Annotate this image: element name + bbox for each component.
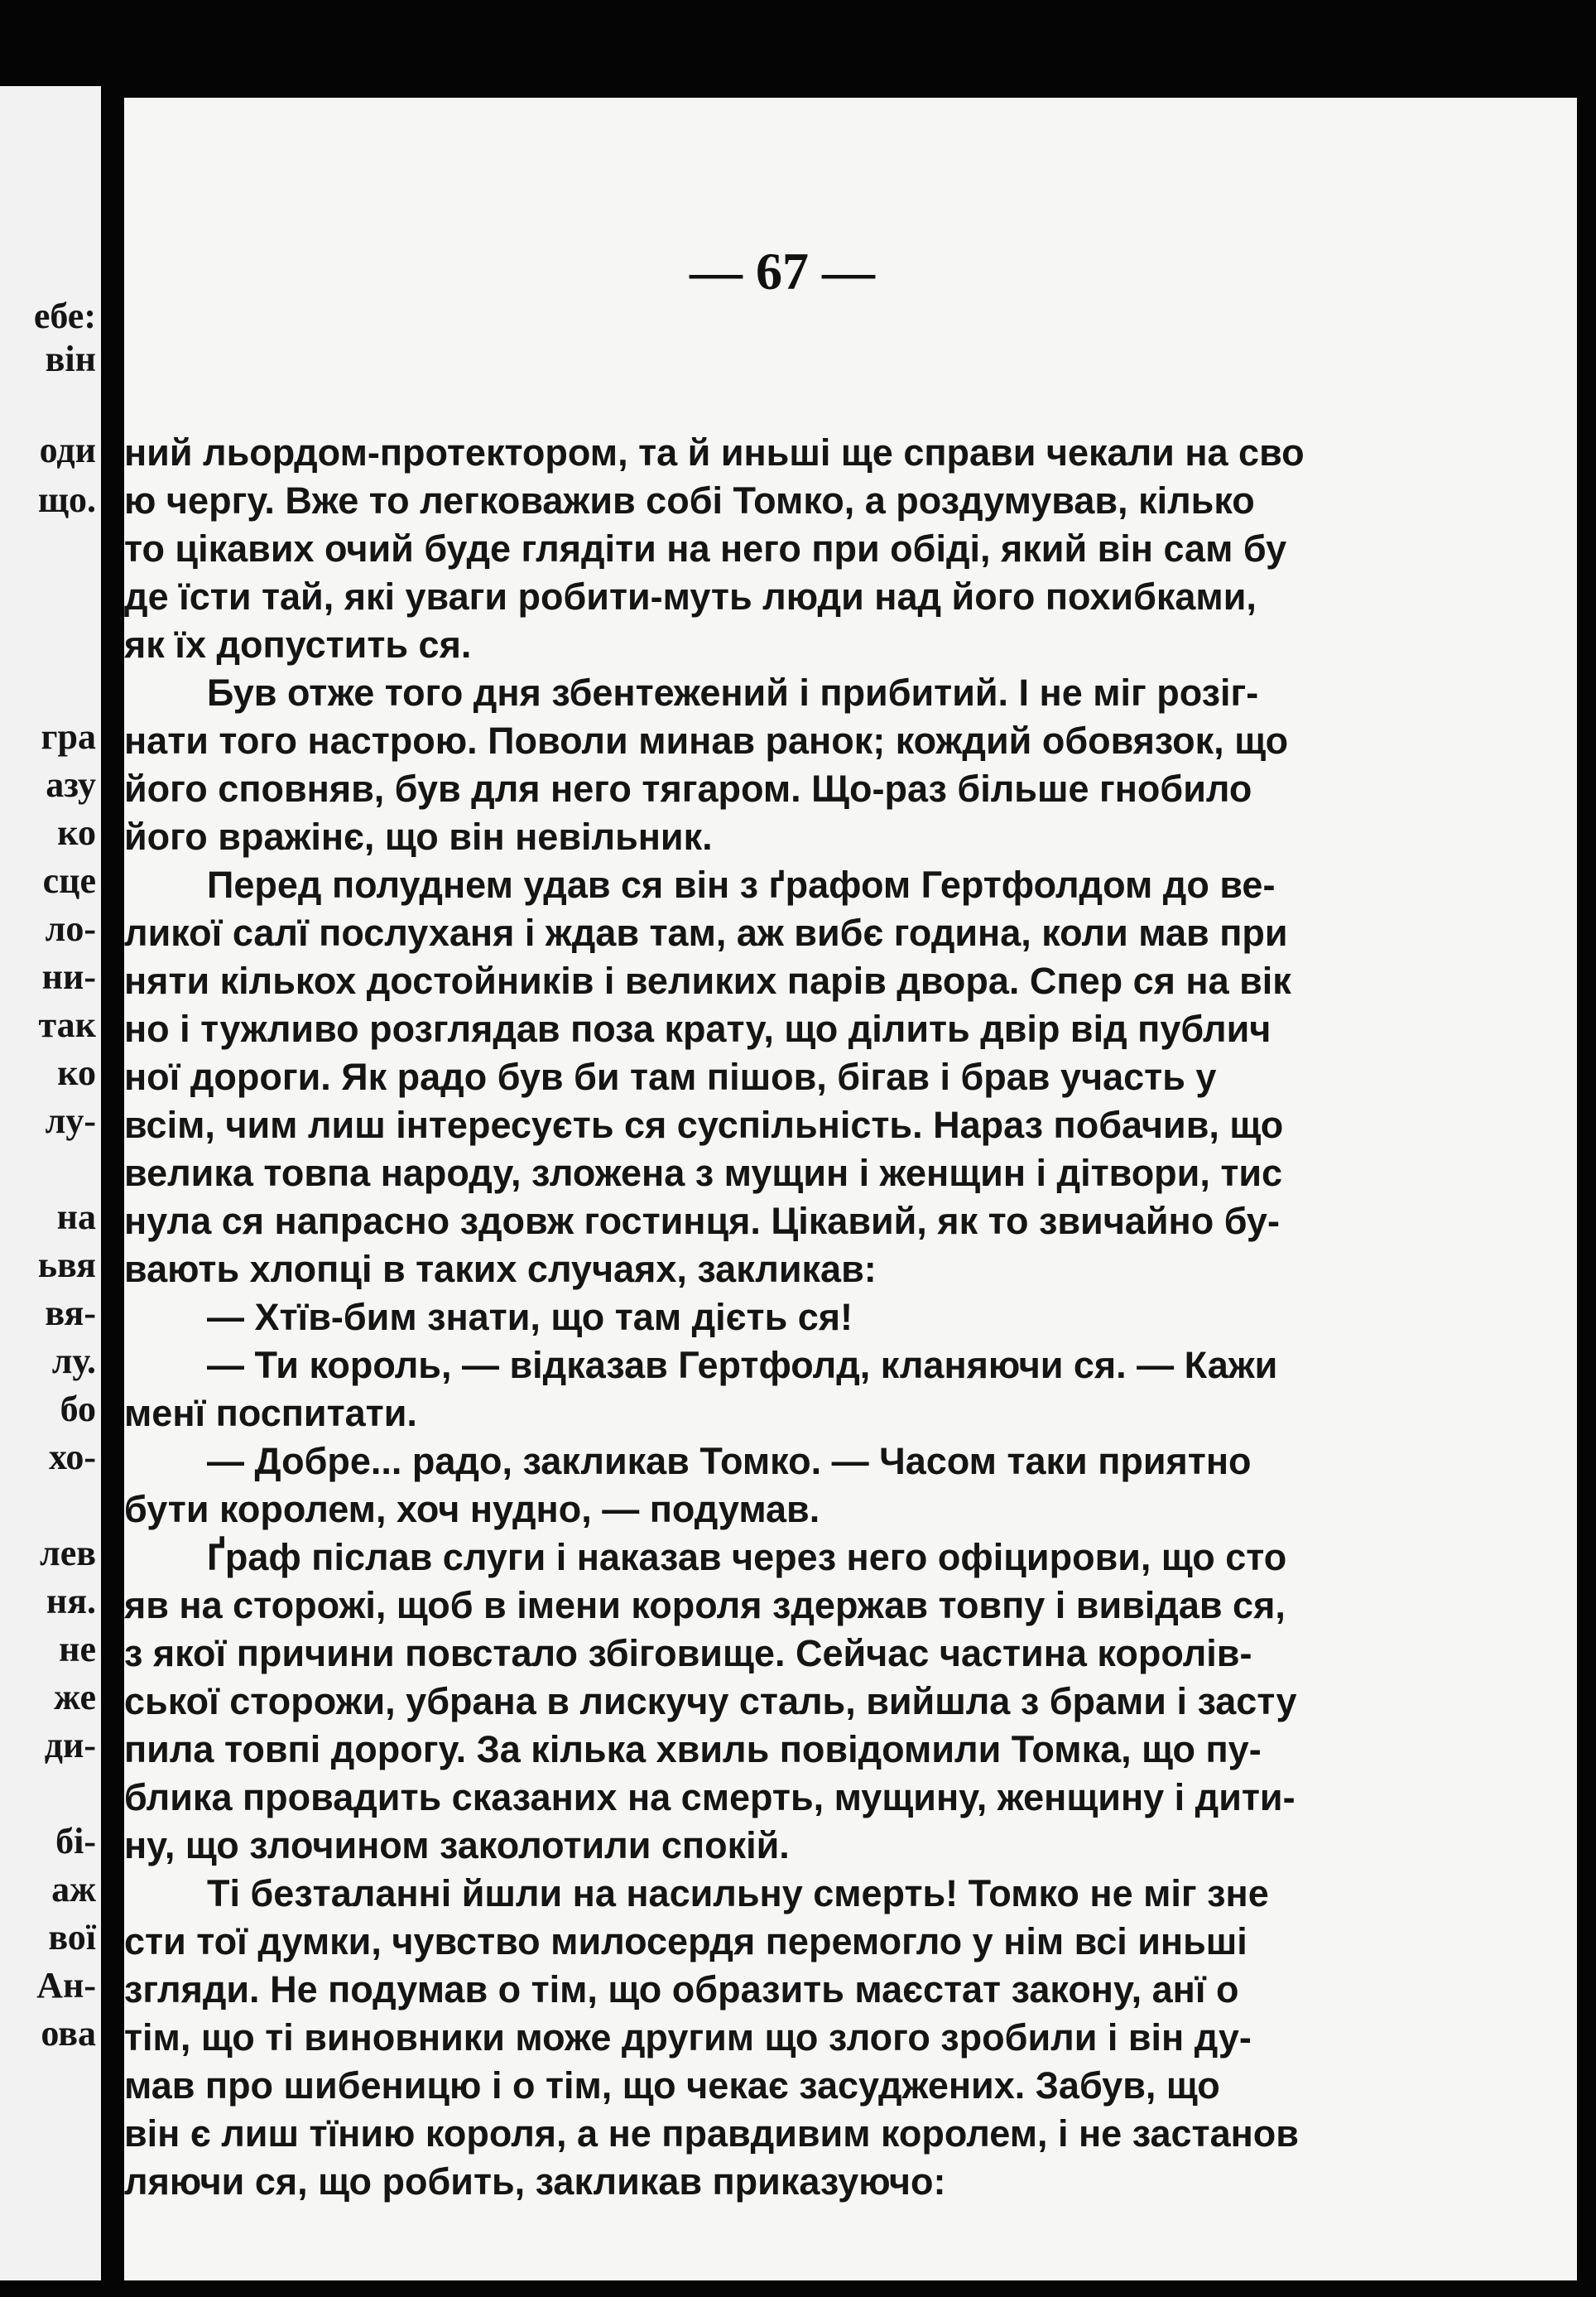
text-line: Перед полуднем удав ся він з ґрафом Гертфолдом до ве- xyxy=(207,864,1276,906)
text-line: — Добре... радо, закликав Томко. — Часом таки приятно xyxy=(207,1440,1252,1482)
left-page-fragment: лу- xyxy=(45,1100,96,1141)
text-line: вають хлопці в таких случаях, закликав: xyxy=(124,1248,877,1290)
left-page-fragment: бо xyxy=(60,1389,96,1429)
left-page-fragment: на xyxy=(56,1197,96,1237)
left-page-fragment: ова xyxy=(41,2013,96,2054)
text-line: з якої причини повстало збіговище. Сейчас частина королів- xyxy=(124,1632,1252,1674)
left-page-fragment: лу. xyxy=(51,1341,96,1381)
text-line: яв на сторожі, щоб в імени короля здержав товпу і вивідав ся, xyxy=(124,1584,1286,1626)
text-line: ляючи ся, що робить, закликав приказуючо: xyxy=(124,2160,946,2203)
text-line: згляди. Не подумав о тім, що образить маєстат закону, анї о xyxy=(124,1968,1239,2010)
left-page-strip xyxy=(0,86,101,2280)
text-line: то цікавих очий буде глядіти на него при обіді, який він сам бу xyxy=(124,527,1287,570)
text-line: його вражінє, що він невільник. xyxy=(124,816,713,858)
text-line: мав про шибеницю і о тім, що чекає засуджених. Забув, що xyxy=(124,2064,1220,2107)
page-number: — 67 — xyxy=(690,242,875,301)
text-line: Був отже того дня збентежений і прибитий. І не міг розіг- xyxy=(207,672,1259,714)
text-line: тім, що ті виновники може другим що злого зробили і він ду- xyxy=(124,2016,1252,2059)
left-page-fragment: Ан- xyxy=(36,1965,96,2006)
text-line: — Хтїв-бим знати, що там дієть ся! xyxy=(207,1296,853,1338)
left-page-fragment: ни- xyxy=(41,956,96,997)
book-page xyxy=(124,98,1577,2280)
left-page-fragment: ьвя xyxy=(37,1245,96,1285)
text-line: велика товпа народу, зложена з мущин і женщин і дітвори, тис xyxy=(124,1152,1283,1194)
text-line: — Ти король, — відказав Гертфолд, кланяючи ся. — Кажи xyxy=(207,1344,1278,1386)
text-line: де їсти тай, які уваги робити-муть люди над його похибками, xyxy=(124,575,1257,618)
text-line: ний льордом-протектором, та й иньші ще справи чекали на сво xyxy=(124,431,1305,474)
left-page-fragment: ло- xyxy=(45,908,96,949)
left-page-fragment: ня. xyxy=(46,1581,96,1621)
text-line: ну, що злочином заколотили спокій. xyxy=(124,1824,790,1866)
left-page-fragment: вої xyxy=(48,1917,96,1958)
text-line: нула ся напрасно здовж гостинця. Цікавий, як то звичайно бу- xyxy=(124,1200,1280,1242)
left-page-fragment: хо- xyxy=(49,1437,96,1477)
text-line: менї поспитати. xyxy=(124,1392,417,1434)
text-line: ної дороги. Як радо був би там пішов, бігав і брав участь у xyxy=(124,1056,1217,1098)
left-page-fragment: ко xyxy=(57,1052,96,1093)
text-line: блика провадить сказаних на смерть, мущину, женщину і дити- xyxy=(124,1776,1296,1818)
left-page-fragment: так xyxy=(38,1004,96,1045)
text-line: няти кількох достойників і великих парів двора. Спер ся на вік xyxy=(124,960,1291,1002)
text-line: но і тужливо розглядав поза крату, що ділить двір від публич xyxy=(124,1008,1272,1050)
text-line: він є лиш тїнию короля, а не правдивим королем, і не застанов xyxy=(124,2112,1299,2155)
text-line: Ґраф післав слуги і наказав через него офіцирови, що сто xyxy=(207,1536,1287,1578)
text-line: всім, чим лиш інтересуєть ся суспільність. Нараз побачив, що xyxy=(124,1104,1284,1146)
left-page-fragment: же xyxy=(54,1677,96,1717)
left-page-fragment: ко xyxy=(57,812,96,853)
text-line: як їх допустить ся. xyxy=(124,624,472,666)
text-line: його сповняв, був для него тягаром. Що-раз більше гнобило xyxy=(124,768,1252,810)
text-line: Ті безталанні йшли на насильну смерть! Томко не міг зне xyxy=(207,1872,1269,1914)
left-page-fragment: оди xyxy=(39,430,96,470)
left-page-fragment: вя- xyxy=(45,1293,96,1333)
text-line: бути королем, хоч нудно, — подумав. xyxy=(124,1488,820,1530)
left-page-fragment: гра xyxy=(41,716,96,757)
left-page-fragment: не xyxy=(59,1629,96,1669)
left-page-fragment: лев xyxy=(40,1533,96,1573)
left-page-fragment: аж xyxy=(51,1869,96,1909)
text-line: ю чергу. Вже то легковажив собі Томко, а роздумував, кілько xyxy=(124,479,1255,522)
left-page-fragment: ебе: xyxy=(33,296,96,336)
left-page-fragment: ди- xyxy=(44,1725,96,1765)
text-line: сти тої думки, чувство милосердя перемогло у нім всі иньші xyxy=(124,1920,1247,1962)
left-page-fragment: бі- xyxy=(55,1821,96,1861)
text-line: пила товпі дорогу. За кілька хвиль повідомили Томка, що пу- xyxy=(124,1728,1262,1770)
left-page-fragment: що. xyxy=(37,479,96,520)
left-page-fragment: азу xyxy=(46,764,96,805)
text-line: нати того настрою. Поволи минав ранок; кождий обовязок, що xyxy=(124,720,1289,762)
left-page-fragment: сце xyxy=(42,860,96,901)
text-line: ликої салї послуханя і ждав там, аж вибє година, коли мав при xyxy=(124,912,1288,954)
text-line: ської сторожи, убрана в лискучу сталь, вийшла з брами і засту xyxy=(124,1680,1297,1722)
left-page-fragment: він xyxy=(45,339,96,379)
